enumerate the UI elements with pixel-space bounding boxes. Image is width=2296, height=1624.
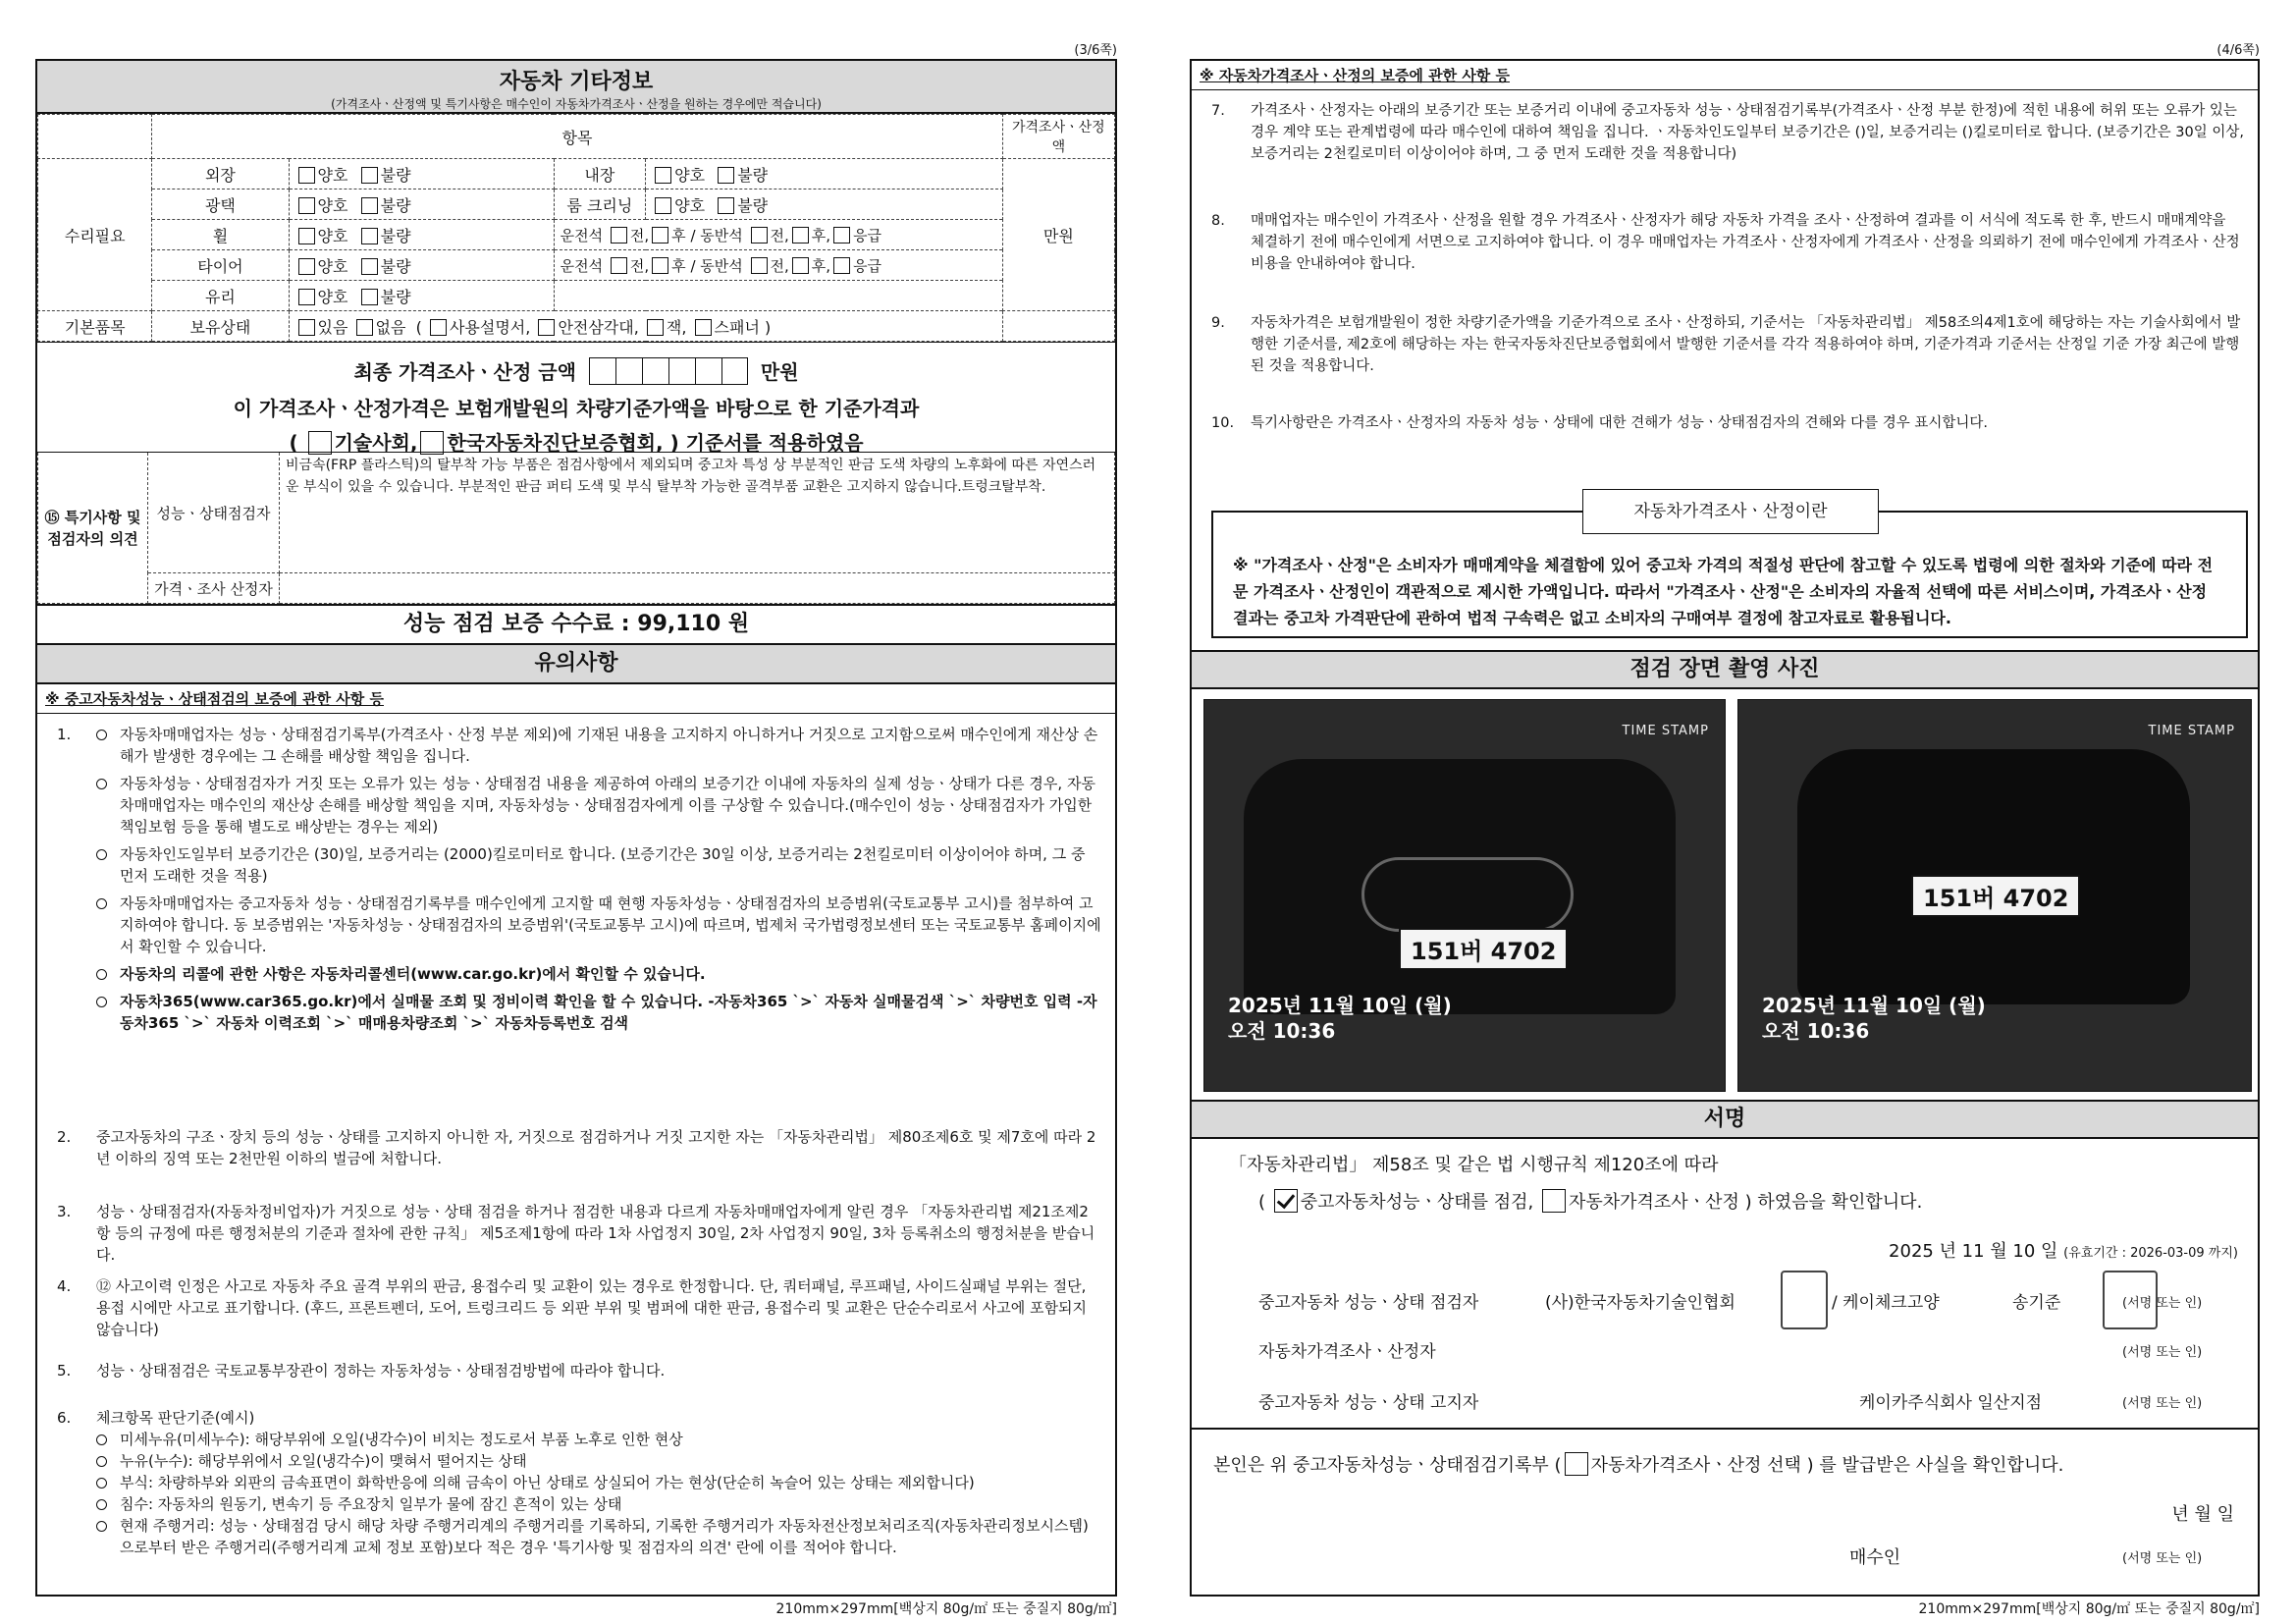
checkbox[interactable] [361, 228, 378, 244]
receipt-text: 본인은 위 중고자동차성능ㆍ상태점검기록부 ( 자동차가격조사ㆍ산정 선택 ) 를 발급받은 사실을 확인합니다. [1213, 1451, 2063, 1477]
sign-block [1229, 1151, 2238, 1262]
checkbox[interactable] [655, 167, 671, 184]
basis-line2: ( 기술사회, 한국자동차진단보증협회, ) 기준서를 적용하였음 [289, 431, 864, 455]
appraisal-checkbox[interactable] [1542, 1189, 1566, 1213]
checkbox[interactable] [298, 289, 315, 305]
other-info-subtitle: (가격조사ㆍ산정액 및 특기사항은 매수인이 자동차가격조사ㆍ산정을 원하는 경우에만 적습니다) [331, 97, 822, 111]
photo-stamp: 2025년 11월 10일 (월) 오전 10:36 [1762, 994, 1986, 1043]
row-label: 유리 [152, 281, 289, 311]
other-info-table: 항목 가격조사ㆍ산정액 수리필요 외장 양호 불량 내장 양호 불량 만원 광택 양호 불량 룸 크리닝 양호 불량 휠 양호 불량 운전석 전, 후 / 동반석 전, 후, 응급 타이어 양호 불량 운전석 전, 후 / 동반석 전, 후, 응급 유리 양호 불량 기본품목 보유상태 있음 없음 ( 사용설명서, 안전삼각대, 잭, 스패너 ) [37, 114, 1115, 342]
inspector-org: (사)한국자동차기술인협회 [1545, 1293, 1735, 1313]
photo-stamp: 2025년 11월 10일 (월) 오전 10:36 [1228, 994, 1452, 1043]
row-label: 타이어 [152, 250, 289, 281]
receipt-date: 년 월 일 [2171, 1504, 2234, 1525]
row-label: 광택 [152, 189, 289, 220]
checkbox[interactable] [718, 197, 734, 214]
receipt-divider [1192, 1428, 2258, 1430]
checkbox[interactable] [298, 167, 315, 184]
grille-shape [1362, 857, 1574, 932]
sign-or-seal: (서명 또는 인) [2122, 1296, 2203, 1311]
row-right-label: 내장 [554, 159, 645, 189]
checkbox[interactable] [361, 197, 378, 214]
tire-position: 운전석 전, 후 / 동반석 전, 후, 응급 [554, 250, 1002, 281]
page-number: (3/6쪽) [1074, 43, 1117, 58]
association-seal [1781, 1271, 1828, 1329]
special-label: ⑮ 특기사항 및 점검자의 의견 [38, 453, 148, 604]
sign-law: 「자동차관리법」 제58조 및 같은 법 시행규칙 제120조에 따라 [1229, 1155, 1719, 1175]
col-price: 가격조사ㆍ산정액 [1002, 115, 1114, 159]
appraisal-info-box [1211, 502, 2248, 638]
timestamp-label: TIME STAMP [1622, 724, 1709, 738]
group-basic: 기본품목 [38, 311, 152, 342]
license-plate: 151버 4702 [1911, 875, 2080, 917]
page-footer: 210mm×297mm[백상지 80g/㎡ 또는 중질지 80g/㎡] [1918, 1601, 2260, 1617]
interior-options: 양호 불량 [646, 159, 1003, 189]
inspector-role: 중고자동차 성능ㆍ상태 점검자 [1258, 1293, 1479, 1313]
sign-title: 서명 [1192, 1100, 2258, 1139]
final-price-label: 최종 가격조사ㆍ산정 금액 [353, 360, 576, 384]
sign-options: ( 중고자동차성능ㆍ상태를 점검, 자동차가격조사ㆍ산정 ) 하였음을 확인합니다. [1229, 1188, 2238, 1214]
group-repair: 수리필요 [38, 159, 152, 311]
receipt-checkbox[interactable] [1565, 1452, 1588, 1476]
basic-items: 있음 없음 ( 사용설명서, 안전삼각대, 잭, 스패너 ) [289, 311, 1002, 342]
notifier-org: 케이카주식회사 일산지점 [1859, 1393, 2043, 1413]
checkbox[interactable] [655, 197, 671, 214]
wheel-position: 운전석 전, 후 / 동반석 전, 후, 응급 [554, 220, 1002, 250]
inspector-opinion: 비금속(FRP 플라스틱)의 탈부착 가능 부품은 점검사항에서 제외되며 중고차 특성 상 부분적인 판금 도색 차량의 노후화에 따른 자연스러운 부식이 있을 수 있습니다. 부분적인 판금 퍼티 도색 및 부식 탈부착 가능한 골격부품 교환은 고지하지 않습니다.트렁크탈부착. [280, 453, 1115, 573]
appraisal-notes: 7. 가격조사ㆍ산정자는 아래의 보증기간 또는 보증거리 이내에 중고자동차 성능ㆍ상태점검기록부(가격조사ㆍ산정 부분 한정)에 적힌 내용에 허위 또는 오류가 있는 경우 계약 또는 관계법령에 따라 매수인에 대하여 책임을 집니다. ㆍ자동차인도일부터 보증기간은 ()일, 보증거리는 ()킬로미터로 합니다. (보증기간은 30일 이상, 보증거리는 2천킬로미터 이상이어야 하며, 그 중 먼저 도래한 것을 적용합니다) 8. 매매업자는 매수인이 가격조사ㆍ산정을 원할 경우 가격조사ㆍ산정자가 해당 자동차 가격을 조사ㆍ산정하여 결과를 이 서식에 적도록 한 후, 반드시 매매계약을 체결하기 전에 매수인에게 서면으로 고지하여야 합니다. 이 경우 매매업자는 가격조사ㆍ산정자에게 가격조사ㆍ산정을 의뢰하기 전에 매수인에게 가격조사ㆍ산정 비용을 안내하여야 합니다. 9. 자동차가격은 보험개발원이 정한 차량기준가액을 기준가격으로 조사ㆍ산정하되, 기준서는 「자동차관리법」 제58조의4제1호에 해당하는 자는 기술사회에서 발행한 기준서를, 제2호에 해당하는 자는 한국자동차진단보증협회에서 발행한 기준서를 각각 적용하여야 하며, 기준가격과 기준서는 산정일 기준 가장 최근에 발행된 것을 적용합니다. 10. 특기사항란은 가격조사ㆍ산정자의 자동차 성능ㆍ상태에 대한 견해가 성능ㆍ상태점검자의 견해와 다를 경우 표시합니다. [1211, 103, 2244, 431]
row-label: 휠 [152, 220, 289, 250]
checkbox[interactable] [298, 258, 315, 275]
timestamp-label: TIME STAMP [2148, 724, 2235, 738]
col-item: 항목 [152, 115, 1002, 159]
price-unit: 만원 [1002, 159, 1114, 311]
notes-section-title: ※ 중고자동차성능ㆍ상태점검의 보증에 관한 사항 등 [37, 684, 1115, 714]
right-page [1190, 0, 2260, 1624]
form-frame [35, 59, 1117, 1597]
license-plate: 151버 4702 [1399, 928, 1568, 970]
photo-title: 점검 장면 촬영 사진 [1192, 650, 2258, 689]
appraisal-box-title: 자동차가격조사ㆍ산정이란 [1582, 489, 1879, 534]
appraiser-label: 가격ㆍ조사 산정자 [148, 573, 280, 604]
basis-line1: 이 가격조사ㆍ산정가격은 보험개발원의 차량기준가액을 바탕으로 한 기준가격과 [233, 397, 920, 420]
exterior-options: 양호 불량 [289, 159, 554, 189]
final-price-block [37, 342, 1115, 455]
inspection-photo-front [1203, 699, 1726, 1092]
checkbox[interactable] [298, 228, 315, 244]
basic-label: 보유상태 [152, 311, 289, 342]
checkbox[interactable] [298, 197, 315, 214]
other-info-header [37, 61, 1115, 114]
final-price-input[interactable] [589, 357, 748, 385]
left-page [35, 0, 1117, 1624]
row-right-label: 룸 크리닝 [554, 189, 645, 220]
sign-date-line: 2025 년 11 월 10 일 (유효기간 : 2026-03-09 까지) [1889, 1241, 2238, 1262]
page-number: (4/6쪽) [2216, 43, 2260, 58]
inspector-name: 송기준 [2012, 1293, 2061, 1313]
sign-or-seal: (서명 또는 인) [2122, 1345, 2203, 1360]
form-frame [1190, 59, 2260, 1597]
other-info-title: 자동차 기타정보 [499, 70, 654, 94]
checkbox[interactable] [361, 258, 378, 275]
final-price-unit: 만원 [760, 360, 799, 384]
appraiser-role: 자동차가격조사ㆍ산정자 [1258, 1342, 1436, 1362]
inspector-branch: / 케이체크고양 [1832, 1293, 1940, 1313]
page-footer: 210mm×297mm[백상지 80g/㎡ 또는 중질지 80g/㎡] [775, 1601, 1117, 1617]
checkbox[interactable] [361, 167, 378, 184]
inspection-photo-rear [1737, 699, 2252, 1092]
sign-or-seal: (서명 또는 인) [2122, 1551, 2203, 1566]
special-notes-table [37, 452, 1115, 604]
inspection-fee: 성능 점검 보증 수수료 : 99,110 원 [37, 604, 1115, 645]
appraisal-section-title: ※ 자동차가격조사ㆍ산정의 보증에 관한 사항 등 [1192, 61, 2258, 90]
checkbox[interactable] [361, 289, 378, 305]
inspection-checkbox[interactable] [1274, 1189, 1298, 1213]
notifier-role: 중고자동차 성능ㆍ상태 고지자 [1258, 1393, 1479, 1413]
inspector-label: 성능ㆍ상태점검자 [148, 453, 280, 573]
notes-list: 1. 자동차매매업자는 성능ㆍ상태점검기록부(가격조사ㆍ산정 부분 제외)에 기재된 내용을 고지하지 아니하거나 거짓으로 고지함으로써 매수인에게 재산상 손해가 발생한 경우에는 그 손해를 배상할 책임을 집니다. 자동차성능ㆍ상태점검자가 거짓 또는 오류가 있는 성능ㆍ상태점검 내용을 제공하여 아래의 보증기간 이내에 자동차의 실제 성능ㆍ상태가 다른 경우, 자동차매매업자는 매수인의 재산상 손해를 배상할 책임을 지며, 자동차성능ㆍ상태점검자에게 이를 구상할 수 있습니다.(매수인이 성능ㆍ상태점검자가 가입한 책임보험 등을 통해 별도로 배상받는 경우는 제외) 자동차인도일부터 보증기간은 (30)일, 보증거리는 (2000)킬로미터로 합니다. (보증기간은 30일 이상, 보증거리는 2천킬로미터 이상이어야 하며, 그 중 먼저 도래한 것을 적용) 자동차매매업자는 중고자동차 성능ㆍ상태점검기록부를 매수인에게 고지할 때 현행 자동차성능ㆍ상태점검자의 보증범위(국토교통부 고시)를 첨부하여 고지하여야 합니다. 동 보증범위는 '자동차성능ㆍ상태점검자의 보증범위'(국토교통부 고시)에 따르며, 법제처 국가법령정보센터 또는 국토교통부 홈페이지에서 확인할 수 있습니다. 자동차의 리콜에 관한 사항은 자동차리콜센터(www.car.go.kr)에서 확인할 수 있습니다. 자동차365(www.car365.go.kr)에서 실매물 조회 및 정비이력 확인을 할 수 있습니다. -자동차365 `>` 자동차 실매물검색 `>` 차량번호 입력 -자동차365 `>` 자동차 이력조회 `>` 매매용차량조회 `>` 자동차등록번호 검색 2. 중고자동차의 구조ㆍ장치 등의 성능ㆍ상태를 고지하지 아니한 자, 거짓으로 점검하거나 거짓 고지한 자는 「자동차관리법」 제80조제6호 및 제7호에 따라 2년 이하의 징역 또는 2천만원 이하의 벌금에 처합니다. 3. 성능ㆍ상태점검자(자동차정비업자)가 거짓으로 성능ㆍ상태 점검을 하거나 점검한 내용과 다르게 자동차매매업자에게 알린 경우 「자동차관리법 제21조제2항 등의 규정에 따른 행정처분의 기준과 절차에 관한 규칙」 제5조제1항에 따라 1차 사업정지 30일, 2차 사업정지 90일, 3차 등록취소의 행정처분을 받습니다. 4. ⑫ 사고이력 인정은 사고로 자동차 주요 골격 부위의 판금, 용접수리 및 교환이 있는 경우로 한정합니다. 단, 쿼터패널, 루프패널, 사이드실패널 부위는 절단, 용접 시에만 사고로 표기합니다. (후드, 프론트펜더, 도어, 트렁크리드 등 외판 부위 및 범퍼에 대한 판금, 용접수리 및 교환은 단순수리로서 사고에 포함되지 않습니다) 5. 성능ㆍ상태점검은 국토교통부장관이 정하는 자동차성능ㆍ상태점검방법에 따라야 합니다. 6. 체크항목 판단기준(예시) 미세누유(미세누수): 해당부위에 오일(냉각수)이 비치는 정도로서 부품 노후로 인한 현상 누유(누수): 해당부위에서 오일(냉각수)이 맺혀서 떨어지는 상태 부식: 차량하부와 외판의 금속표면이 화학반응에 의해 금속이 아닌 상태로 상실되어 가는 현상(단순히 녹슬어 있는 상태는 제외합니다) 침수: 자동차의 원동기, 변속기 등 주요장치 일부가 물에 잠긴 흔적이 있는 상태 현재 주행거리: 성능ㆍ상태점검 당시 해당 차량 주행거리계의 주행거리를 기록하되, 기록한 주행거리가 자동차전산정보처리조직(자동차관리정보시스템)으로부터 받은 주행거리(주행거리계 교체 정보 포함)보다 적은 경우 '특기사항 및 점검자의 의견' 란에 이를 적어야 합니다. [57, 726, 1101, 1556]
appraisal-box-text: ※ "가격조사ㆍ산정"은 소비자가 매매계약을 체결함에 있어 중고차 가격의 적절성 판단에 참고할 수 있도록 법령에 의한 절차와 기준에 따라 전문 가격조사ㆍ산정인이 객관적으로 제시한 가액입니다. 따라서 "가격조사ㆍ산정"은 소비자의 자율적 선택에 따른 서비스이며, 가격조사ㆍ산정 결과는 중고차 가격판단에 관하여 법적 구속력은 없고 소비자의 구매여부 결정에 참고자료로 활용됩니다. [1233, 556, 2214, 627]
notes-title: 유의사항 [37, 645, 1115, 684]
buyer-label: 매수인 [1849, 1547, 1901, 1568]
checkbox[interactable] [718, 167, 734, 184]
row-label: 외장 [152, 159, 289, 189]
sign-or-seal: (서명 또는 인) [2122, 1396, 2203, 1411]
